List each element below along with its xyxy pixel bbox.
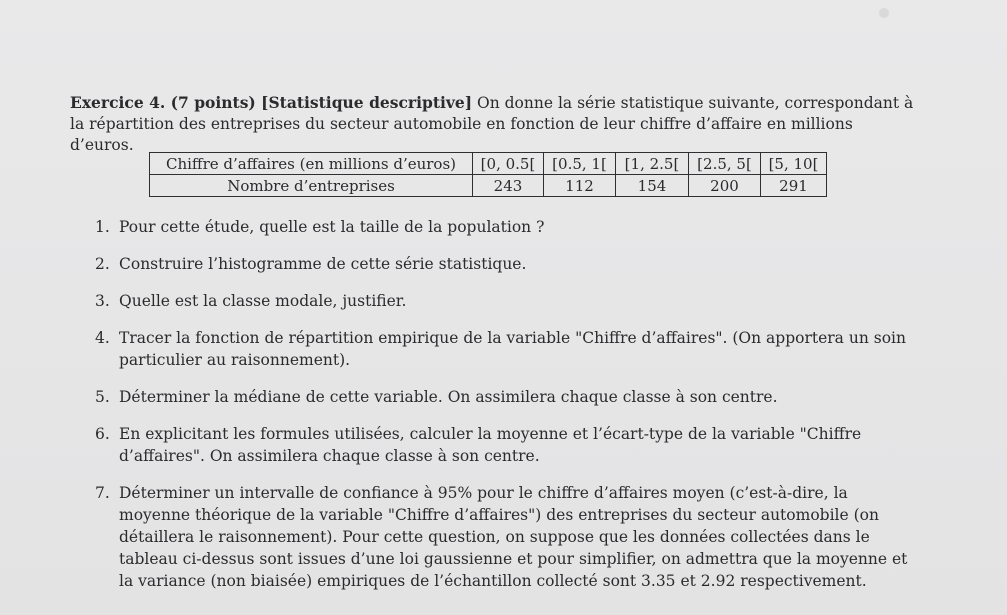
- question-item: [95, 253, 915, 275]
- exercise-title: Exercice 4. (7 points) [Statistique descriptive]: [70, 93, 473, 112]
- question-text: Tracer la fonction de répartition empirique de la variable "Chiffre d’affaires". (On apportera un soin particulier au raisonnement).: [119, 329, 906, 369]
- question-number: 2.: [95, 255, 110, 273]
- table-count-cell: 112: [544, 175, 616, 197]
- question-item: [95, 386, 915, 408]
- question-item: [95, 216, 915, 238]
- question-item: [95, 290, 915, 312]
- table-count-cell: 291: [761, 175, 827, 197]
- question-text: Quelle est la classe modale, justifier.: [119, 292, 407, 310]
- question-text: Construire l’histogramme de cette série statistique.: [119, 255, 527, 273]
- table-class-cell: [1, 2.5[: [616, 153, 689, 175]
- question-item: [95, 482, 915, 592]
- table-class-cell: [5, 10[: [761, 153, 827, 175]
- table-count-cell: 154: [616, 175, 689, 197]
- table-header-revenue: Chiffre d’affaires (en millions d’euros): [150, 153, 473, 175]
- question-number: 6.: [95, 425, 110, 443]
- paper-mark: [879, 8, 889, 18]
- question-number: 4.: [95, 329, 110, 347]
- exercise-intro-text: On donne la série statistique suivante, correspondant à la répartition des entreprises du secteur automobile en fonction de leur chiffre d’affaire en millions d’euros.: [70, 94, 914, 154]
- table-row-counts: [150, 175, 827, 197]
- question-item: [95, 327, 915, 371]
- table-class-cell: [0.5, 1[: [544, 153, 616, 175]
- exercise-intro: [70, 92, 920, 156]
- table-class-cell: [0, 0.5[: [473, 153, 544, 175]
- table-count-cell: 200: [689, 175, 761, 197]
- question-number: 3.: [95, 292, 110, 310]
- table-count-cell: 243: [473, 175, 544, 197]
- question-list: [95, 216, 915, 592]
- question-text: Déterminer un intervalle de confiance à 95% pour le chiffre d’affaires moyen (c’est-à-dire, la moyenne théorique de la variable "Chiffre d’affaires") des entreprises du secteur automobile (on détaillera le raisonnement). Pour cette question, on suppose que les données collectées dans le tableau ci-dessus sont issues d’une loi gaussienne et pour simplifier, on admettra que la moyenne et la variance (non biaisée) empiriques de l’échantillon collecté sont 3.35 et 2.92 respectivement.: [119, 484, 908, 590]
- question-text: Déterminer la médiane de cette variable. On assimilera chaque classe à son centre.: [119, 388, 778, 406]
- question-item: [95, 423, 915, 467]
- question-number: 5.: [95, 388, 110, 406]
- question-number: 7.: [95, 484, 110, 502]
- table-class-cell: [2.5, 5[: [689, 153, 761, 175]
- question-text: Pour cette étude, quelle est la taille de la population ?: [119, 218, 545, 236]
- data-table: [149, 152, 827, 197]
- question-text: En explicitant les formules utilisées, calculer la moyenne et l’écart-type de la variable "Chiffre d’affaires". On assimilera chaque classe à son centre.: [119, 425, 862, 465]
- question-number: 1.: [95, 218, 110, 236]
- table-header-count: Nombre d’entreprises: [150, 175, 473, 197]
- table-row-classes: [150, 153, 827, 175]
